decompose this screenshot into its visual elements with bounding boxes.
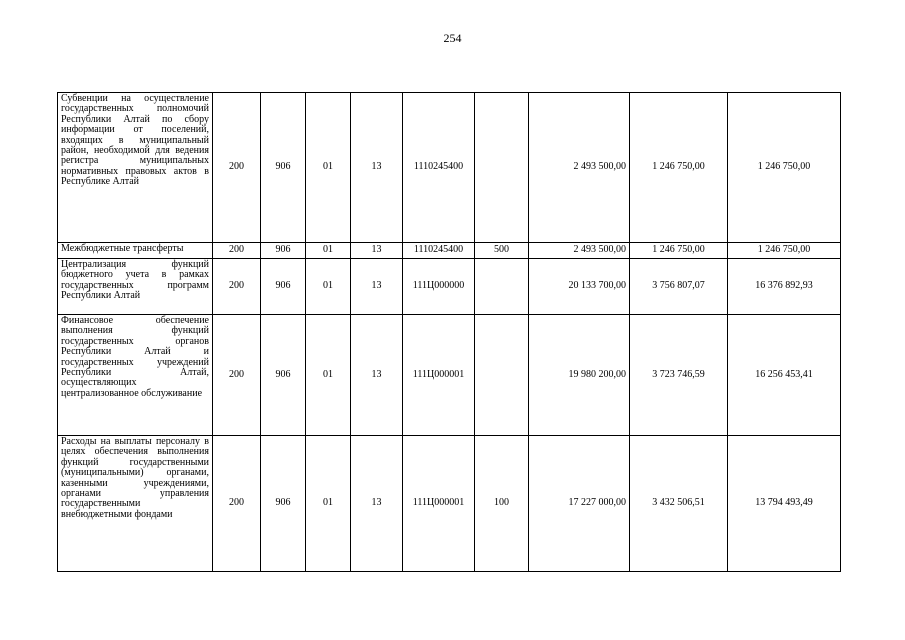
cell-type: 500 bbox=[475, 243, 529, 259]
cell-c4: 13 bbox=[351, 243, 403, 259]
cell-plan: 20 133 700,00 bbox=[529, 259, 630, 315]
page-number: 254 bbox=[443, 31, 462, 45]
cell-c4: 13 bbox=[351, 315, 403, 436]
cell-c4: 13 bbox=[351, 93, 403, 243]
cell-plan: 2 493 500,00 bbox=[529, 93, 630, 243]
cell-remaining: 16 256 453,41 bbox=[728, 315, 841, 436]
cell-c2: 906 bbox=[261, 436, 306, 572]
cell-code: 111Ц000001 bbox=[403, 436, 475, 572]
budget-table bbox=[57, 92, 841, 572]
table-row bbox=[58, 93, 841, 243]
cell-c3: 01 bbox=[306, 259, 351, 315]
cell-c4: 13 bbox=[351, 259, 403, 315]
cell-plan: 19 980 200,00 bbox=[529, 315, 630, 436]
cell-remaining: 16 376 892,93 bbox=[728, 259, 841, 315]
cell-executed: 1 246 750,00 bbox=[630, 93, 728, 243]
cell-c2: 906 bbox=[261, 315, 306, 436]
cell-c4: 13 bbox=[351, 436, 403, 572]
cell-c2: 906 bbox=[261, 259, 306, 315]
cell-c1: 200 bbox=[213, 93, 261, 243]
cell-c1: 200 bbox=[213, 436, 261, 572]
row-description: Субвенции на осуществление государственных полномочий Республики Алтай по сбору информации от поселений, входящих в муниципальный район, необходимой для ведения регистра муниципальных нормативных правовых актов в Республике Алтай bbox=[58, 93, 213, 243]
cell-code: 1110245400 bbox=[403, 93, 475, 243]
cell-type: 100 bbox=[475, 436, 529, 572]
cell-code: 1110245400 bbox=[403, 243, 475, 259]
cell-c3: 01 bbox=[306, 436, 351, 572]
row-description: Финансовое обеспечение выполнения функций государственных органов Республики Алтай и государственных учреждений Республики Алтай, осуществляющих централизованное обслуживание bbox=[58, 315, 213, 436]
cell-code: 111Ц000000 bbox=[403, 259, 475, 315]
row-description: Межбюджетные трансферты bbox=[58, 243, 213, 259]
table-row bbox=[58, 315, 841, 436]
cell-executed: 3 723 746,59 bbox=[630, 315, 728, 436]
cell-c2: 906 bbox=[261, 93, 306, 243]
cell-plan: 17 227 000,00 bbox=[529, 436, 630, 572]
cell-remaining: 1 246 750,00 bbox=[728, 93, 841, 243]
cell-remaining: 1 246 750,00 bbox=[728, 243, 841, 259]
cell-type bbox=[475, 93, 529, 243]
table-row bbox=[58, 259, 841, 315]
cell-type bbox=[475, 315, 529, 436]
cell-executed: 1 246 750,00 bbox=[630, 243, 728, 259]
table-row bbox=[58, 436, 841, 572]
row-description: Централизация функций бюджетного учета в рамках государственных программ Республики Алтай bbox=[58, 259, 213, 315]
cell-executed: 3 432 506,51 bbox=[630, 436, 728, 572]
table-row bbox=[58, 243, 841, 259]
row-description: Расходы на выплаты персоналу в целях обеспечения выполнения функций государственными (муниципальными) органами, казенными учреждениями, органами управления государственными внебюджетными фондами bbox=[58, 436, 213, 572]
cell-c1: 200 bbox=[213, 243, 261, 259]
cell-remaining: 13 794 493,49 bbox=[728, 436, 841, 572]
cell-c3: 01 bbox=[306, 315, 351, 436]
cell-type bbox=[475, 259, 529, 315]
cell-c1: 200 bbox=[213, 259, 261, 315]
cell-plan: 2 493 500,00 bbox=[529, 243, 630, 259]
cell-c2: 906 bbox=[261, 243, 306, 259]
cell-code: 111Ц000001 bbox=[403, 315, 475, 436]
cell-c3: 01 bbox=[306, 93, 351, 243]
cell-executed: 3 756 807,07 bbox=[630, 259, 728, 315]
cell-c1: 200 bbox=[213, 315, 261, 436]
cell-c3: 01 bbox=[306, 243, 351, 259]
